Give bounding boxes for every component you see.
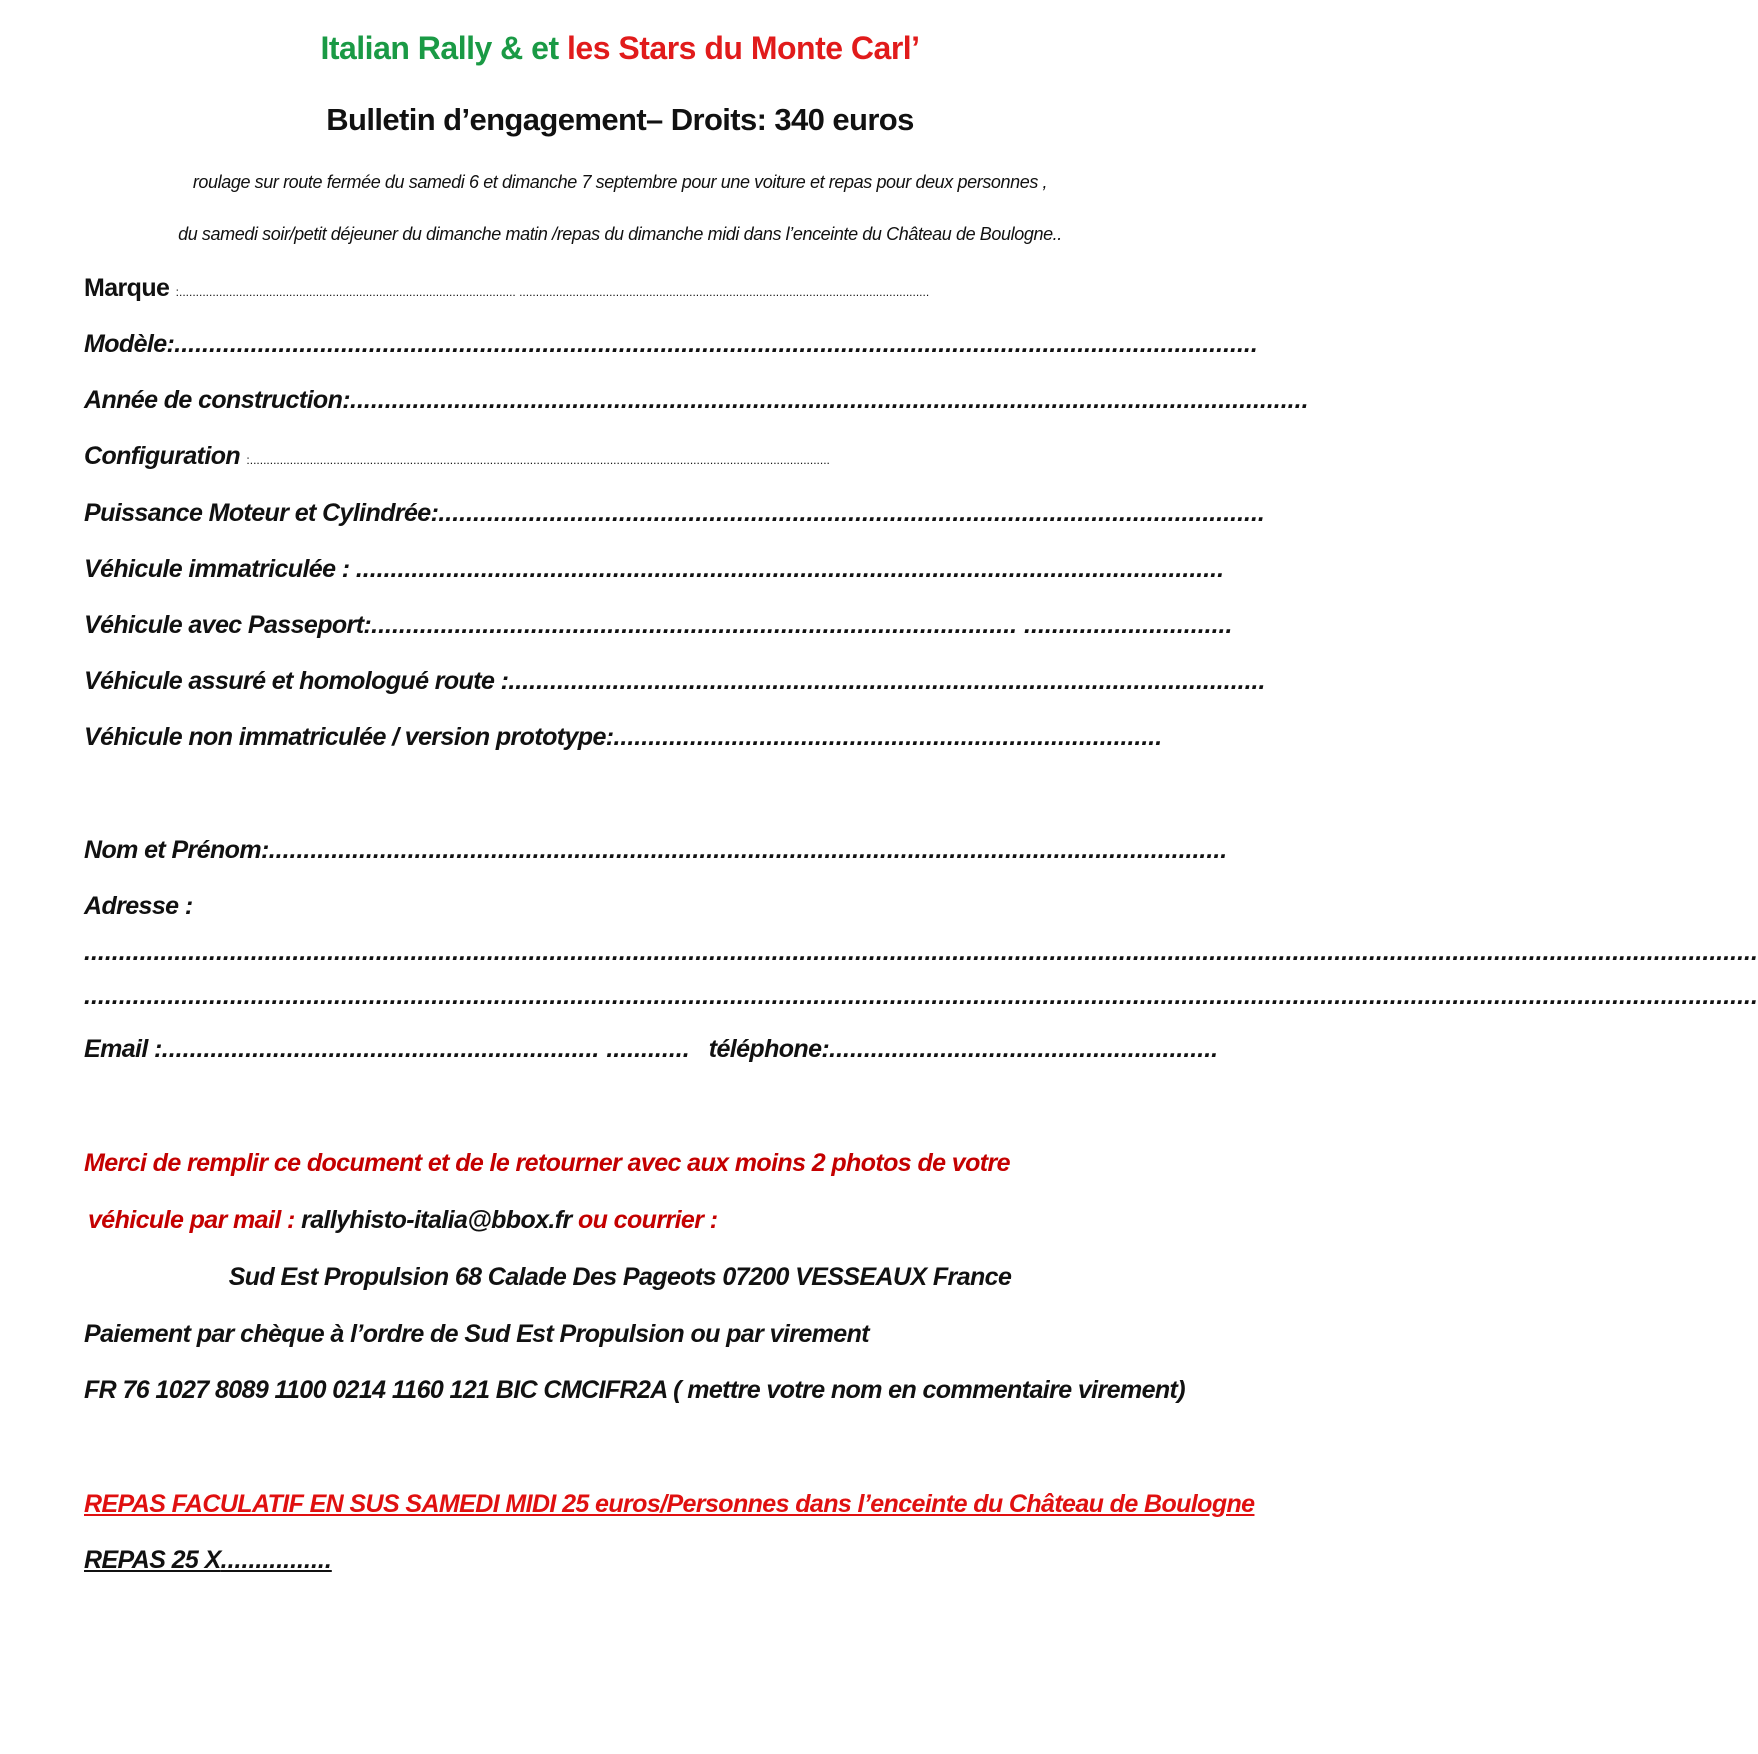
address-line-1[interactable]: ................................................................................................................................................................................................................................................. bbox=[84, 938, 1758, 966]
field-annee-dotted-line[interactable]: .......................................................................................................................................... bbox=[350, 386, 1309, 414]
field-configuration-label: Configuration bbox=[84, 442, 241, 470]
field-nom-label: Nom et Prénom: bbox=[84, 836, 269, 864]
field-nom bbox=[84, 836, 1227, 865]
field-telephone-label: téléphone: bbox=[708, 1035, 830, 1063]
postal-address: Sud Est Propulsion 68 Calade Des Pageots 07200 VESSEAUX France bbox=[228, 1263, 1012, 1291]
field-puissance bbox=[84, 499, 1265, 528]
instructions-line2 bbox=[88, 1206, 717, 1235]
event-title-part1: Italian Rally & et bbox=[320, 30, 559, 66]
field-telephone-dotted-line[interactable]: ........................................................ bbox=[829, 1035, 1219, 1063]
field-passeport-label: Véhicule avec Passeport: bbox=[84, 611, 372, 639]
instructions-line2-suffix: ou courrier : bbox=[571, 1206, 718, 1234]
field-immatriculee bbox=[84, 555, 1224, 584]
field-contact bbox=[84, 1035, 1218, 1064]
optional-meal-notice: REPAS FACULATIF EN SUS SAMEDI MIDI 25 euros/Personnes dans l’enceinte du Château de Boulogne bbox=[84, 1490, 1255, 1518]
field-non-immatriculee-dotted-line[interactable]: ............................................................................... bbox=[613, 723, 1163, 751]
field-marque-label: Marque bbox=[84, 274, 170, 302]
field-email-label: Email : bbox=[84, 1035, 162, 1063]
field-modele-dotted-line[interactable]: ............................................................................................................................................................ bbox=[174, 330, 1258, 358]
event-title-part2: les Stars du Monte Carl’ bbox=[567, 30, 920, 66]
intro-note-line1: roulage sur route fermée du samedi 6 et dimanche 7 septembre pour une voiture et repas pour deux personnes , bbox=[192, 172, 1048, 192]
field-passeport-dotted-line[interactable]: ............................................................................................. .............................. bbox=[371, 611, 1233, 639]
field-passeport bbox=[84, 611, 1232, 640]
field-puissance-label: Puissance Moteur et Cylindrée: bbox=[84, 499, 439, 527]
payment-info: Paiement par chèque à l’ordre de Sud Est Propulsion ou par virement bbox=[84, 1320, 869, 1348]
field-email-dotted-line[interactable]: ............................................................... ............ bbox=[161, 1035, 690, 1063]
field-modele bbox=[84, 330, 1258, 359]
meal-quantity-dotted-line[interactable]: ................ bbox=[220, 1546, 332, 1574]
instructions-line2-prefix: véhicule par mail : bbox=[88, 1206, 302, 1234]
field-non-immatriculee bbox=[84, 723, 1162, 752]
form-subtitle: Bulletin d’engagement– Droits: 340 euros bbox=[326, 102, 914, 137]
field-assure bbox=[84, 667, 1265, 696]
field-configuration-dotted-line[interactable]: :.............................................................................................................................................................................. bbox=[246, 453, 830, 467]
field-nom-dotted-line[interactable]: .......................................................................................................................................... bbox=[268, 836, 1228, 864]
event-title bbox=[0, 30, 1240, 67]
field-annee bbox=[84, 386, 1309, 415]
contact-email-link[interactable]: rallyhisto-italia@bbox.fr bbox=[301, 1206, 572, 1234]
instructions-line1: Merci de remplir ce document et de le retourner avec aux moins 2 photos de votre bbox=[84, 1149, 1010, 1177]
field-adresse-label: Adresse : bbox=[84, 892, 193, 920]
field-assure-label: Véhicule assuré et homologué route : bbox=[84, 667, 509, 695]
address-line-2[interactable]: ................................................................................................................................................................................................................................................. bbox=[84, 982, 1758, 1010]
field-marque bbox=[84, 274, 929, 303]
intro-note-line2: du samedi soir/petit déjeuner du dimanche matin /repas du dimanche midi dans l’enceinte du Château de Boulogne.. bbox=[178, 224, 1062, 244]
field-immatriculee-label: Véhicule immatriculée : bbox=[84, 555, 356, 583]
field-marque-dotted-line[interactable]: :..................................................................................................... ........................................................................................................................... bbox=[175, 285, 930, 299]
field-non-immatriculee-label: Véhicule non immatriculée / version prototype: bbox=[84, 723, 614, 751]
field-immatriculee-dotted-line[interactable]: ............................................................................................................................. bbox=[355, 555, 1225, 583]
field-assure-dotted-line[interactable]: ............................................................................................................. bbox=[508, 667, 1266, 695]
meal-quantity-label: REPAS 25 X bbox=[84, 1546, 221, 1574]
field-configuration bbox=[84, 442, 830, 471]
field-modele-label: Modèle: bbox=[84, 330, 175, 358]
bank-details: FR 76 1027 8089 1100 0214 1160 121 BIC CMCIFR2A ( mettre votre nom en commentaire virement) bbox=[84, 1376, 1186, 1404]
meal-quantity-field bbox=[84, 1546, 332, 1575]
field-adresse bbox=[84, 892, 193, 921]
field-annee-label: Année de construction: bbox=[84, 386, 350, 414]
field-puissance-dotted-line[interactable]: ....................................................................................................................... bbox=[438, 499, 1265, 527]
